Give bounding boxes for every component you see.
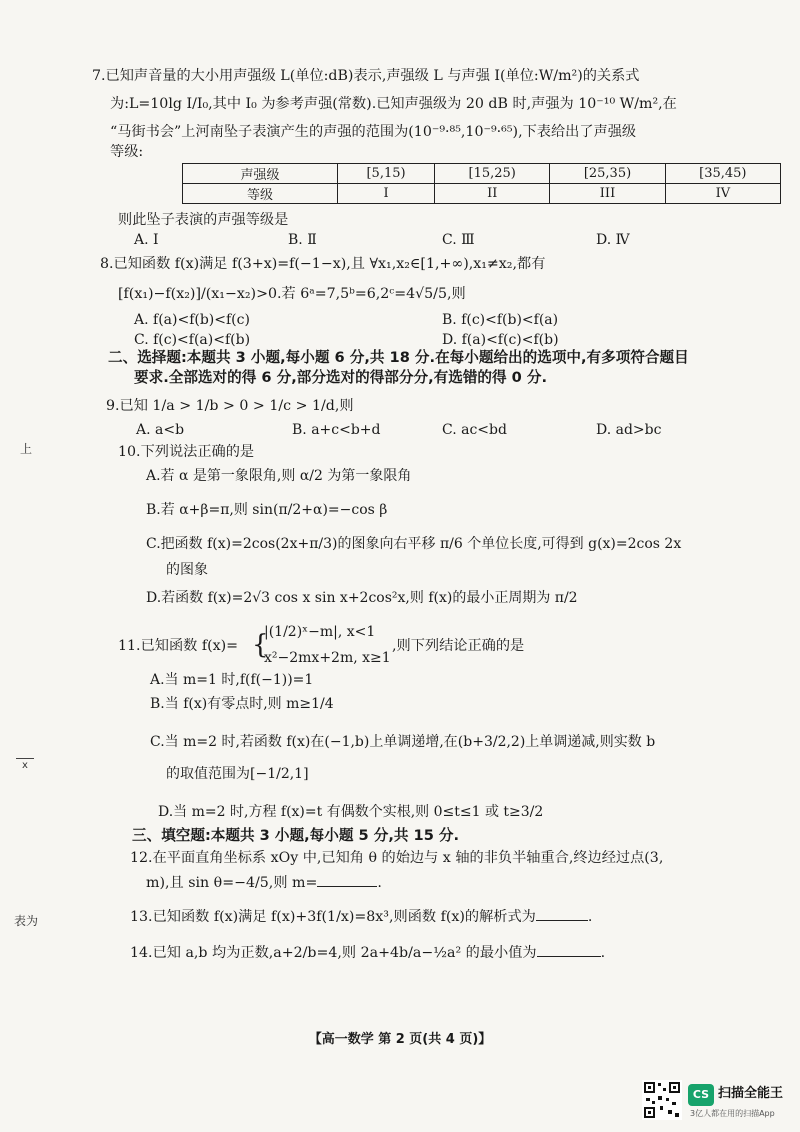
- q9-option-a: A. a<b: [136, 422, 185, 438]
- q11-option-c-line2: 的取值范围为[−1/2,1]: [166, 766, 309, 782]
- q7-line2: 为:L=10lg I/I₀,其中 I₀ 为参考声强(常数).已知声强级为 20 dB 时,声强为 10⁻¹⁰ W/m²,在: [110, 96, 677, 112]
- q10-option-a: A.若 α 是第一象限角,则 α/2 为第一象限角: [146, 468, 412, 484]
- margin-mark: 表为: [14, 914, 39, 928]
- q11-stem-pre: 11.已知函数 f(x)=: [118, 638, 239, 654]
- table-row: [183, 164, 781, 184]
- table-cell: [15,25): [435, 164, 550, 184]
- scanner-app-name: 扫描全能王: [718, 1086, 784, 1101]
- q12-line1: 12.在平面直角坐标系 xOy 中,已知角 θ 的始边与 x 轴的非负半轴重合,终边经过点(3,: [130, 850, 664, 866]
- table-cell: 声强级: [183, 164, 338, 184]
- q9-option-c: C. ac<bd: [442, 422, 507, 438]
- q10-option-d: D.若函数 f(x)=2√3 cos x sin x+2cos²x,则 f(x)的最小正周期为 π/2: [146, 590, 578, 606]
- q8-line2: [f(x₁)−f(x₂)]/(x₁−x₂)>0.若 6ᵃ=7,5ᵇ=6,2ᶜ=4√5/5,则: [118, 286, 466, 302]
- q8-option-c: C. f(c)<f(a)<f(b): [134, 332, 251, 348]
- page-footer: 【高一数学 第 2 页(共 4 页)】: [308, 1032, 492, 1047]
- q14-answer-blank: [537, 942, 601, 957]
- sound-level-table: [182, 163, 781, 204]
- q11-option-a: A.当 m=1 时,f(f(−1))=1: [150, 672, 314, 688]
- q11-piecewise-brace: {: [252, 630, 269, 660]
- q7-option-b: B. Ⅱ: [288, 232, 317, 248]
- q8-option-a: A. f(a)<f(b)<f(c): [134, 312, 250, 328]
- q11-stem-post: ,则下列结论正确的是: [392, 638, 525, 654]
- table-cell: I: [338, 184, 435, 204]
- q7-line1: 7.已知声音量的大小用声强级 L(单位:dB)表示,声强级 L 与声强 I(单位:W/m²)的关系式: [92, 68, 640, 84]
- q8-option-d: D. f(a)<f(c)<f(b): [442, 332, 559, 348]
- q12-answer-blank: [317, 872, 377, 887]
- section3-title: 三、填空题:本题共 3 小题,每小题 5 分,共 15 分.: [132, 827, 460, 844]
- section2-line2: 要求.全部选对的得 6 分,部分选对的得部分分,有选错的得 0 分.: [134, 369, 548, 386]
- margin-mark: 上: [20, 442, 33, 456]
- margin-dash: [16, 758, 34, 759]
- q7-option-a: A. Ⅰ: [134, 232, 159, 248]
- q10-stem: 10.下列说法正确的是: [118, 444, 255, 460]
- q9-stem: 9.已知 1/a > 1/b > 0 > 1/c > 1/d,则: [106, 398, 354, 414]
- q13-answer-blank: [536, 906, 588, 921]
- camscanner-logo-icon: CS: [688, 1084, 714, 1106]
- q10-option-b: B.若 α+β=π,则 sin(π/2+α)=−cos β: [146, 502, 388, 518]
- table-cell: IV: [665, 184, 780, 204]
- table-cell: II: [435, 184, 550, 204]
- q11-case1: |(1/2)ˣ−m|, x<1: [264, 624, 376, 640]
- q12-line2: m),且 sin θ=−4/5,则 m= .: [146, 872, 382, 893]
- table-cell: III: [550, 184, 665, 204]
- section2-line1: 二、选择题:本题共 3 小题,每小题 6 分,共 18 分.在每小题给出的选项中,有多项符合题目: [108, 349, 689, 366]
- q8-line1: 8.已知函数 f(x)满足 f(3+x)=f(−1−x),且 ∀x₁,x₂∈[1,+∞),x₁≠x₂,都有: [100, 256, 546, 272]
- q11-case2: x²−2mx+2m, x≥1: [264, 650, 391, 666]
- qr-code-icon: [642, 1080, 682, 1120]
- scanner-app-tagline: 3亿人都在用的扫描App: [690, 1109, 775, 1118]
- table-cell: [5,15): [338, 164, 435, 184]
- q8-option-b: B. f(c)<f(b)<f(a): [442, 312, 559, 328]
- q14-text: 14.已知 a,b 均为正数,a+2/b=4,则 2a+4b/a−½a² 的最小值为 .: [130, 942, 605, 963]
- table-cell: [35,45): [665, 164, 780, 184]
- q9-option-d: D. ad>bc: [596, 422, 662, 438]
- q7-line4: 等级:: [110, 144, 144, 160]
- margin-mark: x: [22, 760, 28, 771]
- table-cell: [25,35): [550, 164, 665, 184]
- table-cell: 等级: [183, 184, 338, 204]
- q10-option-c-line1: C.把函数 f(x)=2cos(2x+π/3)的图象向右平移 π/6 个单位长度,可得到 g(x)=2cos 2x: [146, 536, 682, 552]
- q11-option-d: D.当 m=2 时,方程 f(x)=t 有偶数个实根,则 0≤t≤1 或 t≥3/2: [158, 804, 544, 820]
- q7-option-c: C. Ⅲ: [442, 232, 475, 248]
- q11-option-c-line1: C.当 m=2 时,若函数 f(x)在(−1,b)上单调递增,在(b+3/2,2)上单调递减,则实数 b: [150, 734, 656, 750]
- q7-line5: 则此坠子表演的声强等级是: [118, 212, 289, 228]
- table-row: [183, 184, 781, 204]
- q9-option-b: B. a+c<b+d: [292, 422, 381, 438]
- q7-option-d: D. Ⅳ: [596, 232, 630, 248]
- q7-line3: “马街书会”上河南坠子表演产生的声强的范围为(10⁻⁹·⁸⁵,10⁻⁹·⁶⁵),下表给出了声强级: [110, 124, 637, 140]
- q10-option-c-line2: 的图象: [166, 562, 208, 578]
- q13-text: 13.已知函数 f(x)满足 f(x)+3f(1/x)=8x³,则函数 f(x)的解析式为 .: [130, 906, 592, 927]
- q11-option-b: B.当 f(x)有零点时,则 m≥1/4: [150, 696, 334, 712]
